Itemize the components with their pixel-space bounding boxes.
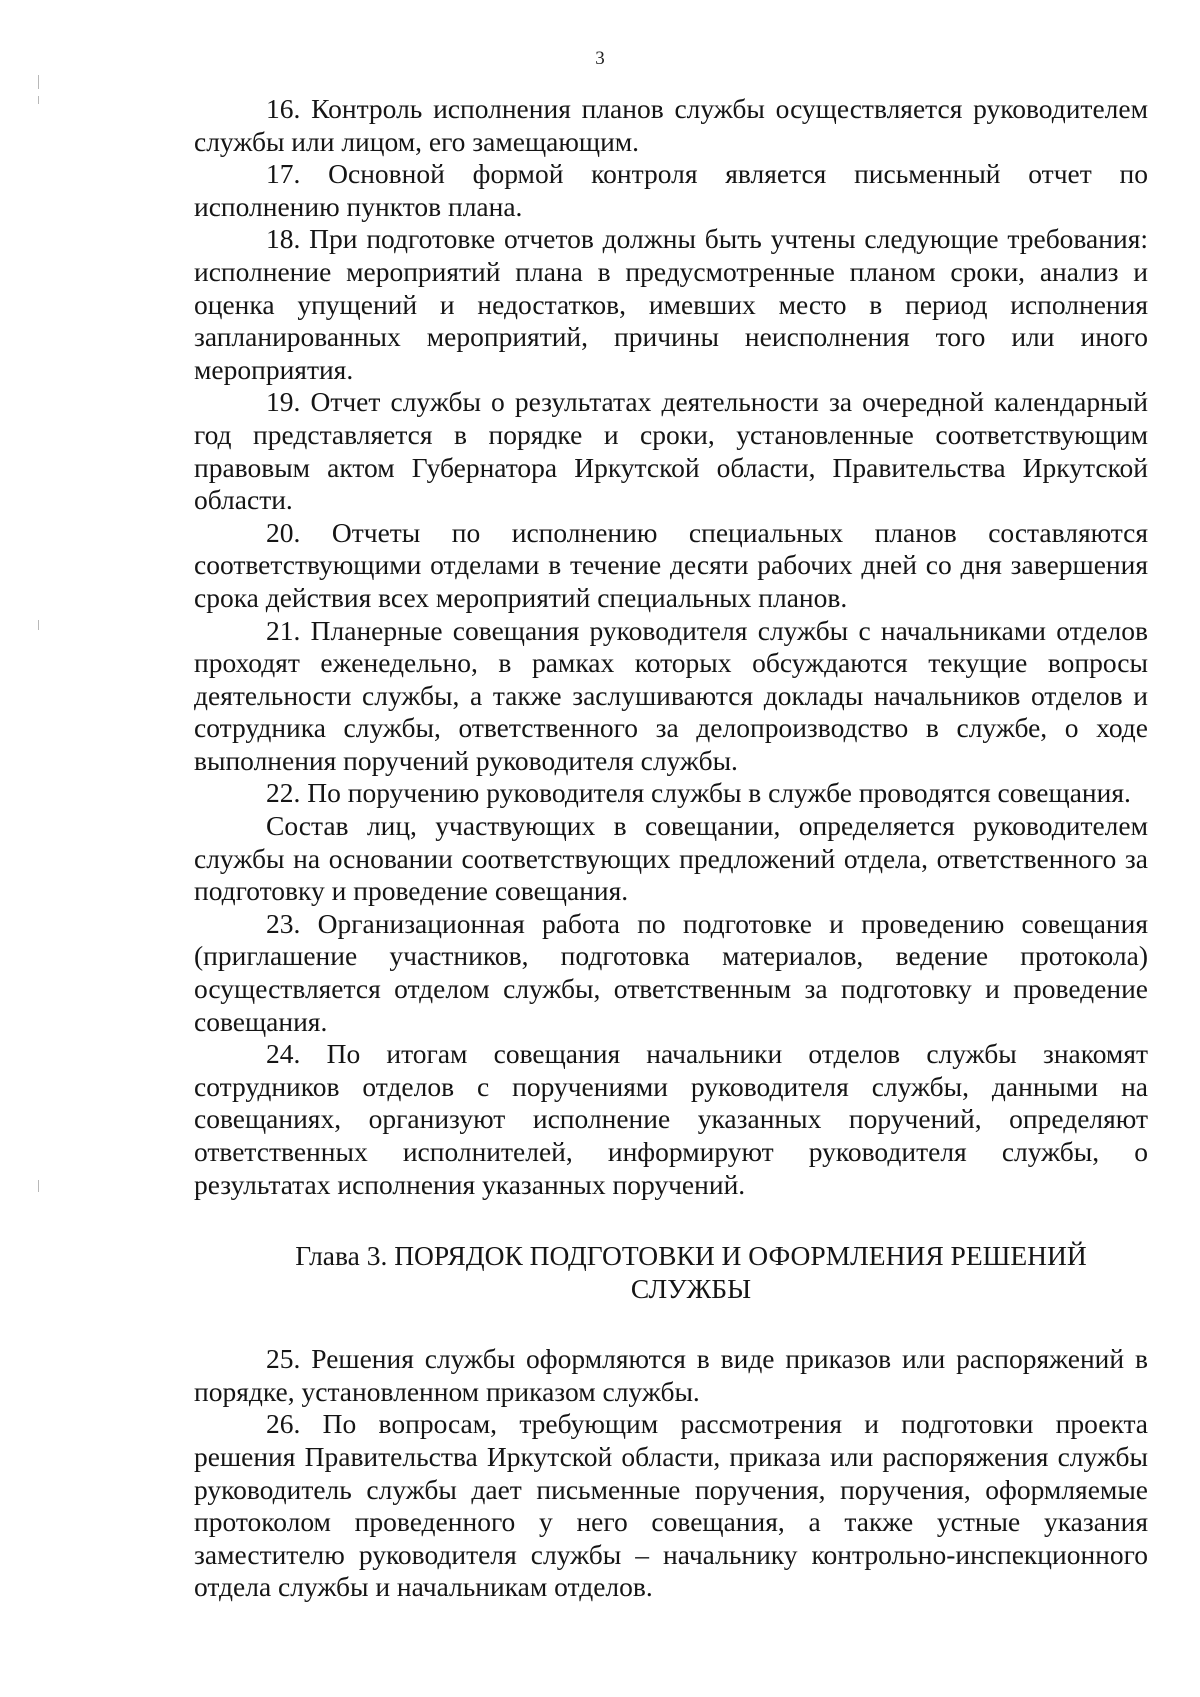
page-number: 3 — [595, 48, 605, 69]
paragraph-23: 23. Организационная работа по подготовке и проведению совещания (приглашение участников, подготовка материалов, ведение протокола) осуществляется отделом службы, ответственным за подготовку и проведение совещания. — [194, 907, 1148, 1037]
paragraph-20: 20. Отчеты по исполнению специальных планов составляются соответствующими отделами в течение десяти рабочих дней со дня завершения срока действия всех мероприятий специальных планов. — [194, 516, 1148, 613]
scan-artifact — [38, 75, 39, 89]
chapter-heading-line-1: Глава 3. ПОРЯДОК ПОДГОТОВКИ И ОФОРМЛЕНИЯ РЕШЕНИЙ — [295, 1240, 1087, 1272]
paragraph-18: 18. При подготовке отчетов должны быть учтены следующие требования: исполнение мероприятий плана в предусмотренные планом сроки, анализ и оценка упущений и недостатков, имевших место в период исполнения запланированных мероприятий, причины неисполнения того или иного мероприятия. — [194, 223, 1148, 385]
paragraph-22-composition: Состав лиц, участвующих в совещании, определяется руководителем службы на основании соответствующих предложений отдела, ответственного за подготовку и проведение совещания. — [194, 810, 1148, 907]
paragraph-21: 21. Планерные совещания руководителя службы с начальниками отделов проходят еженедельно, в рамках которых обсуждаются текущие вопросы деятельности службы, а также заслушиваются доклады начальников отделов и сотрудника службы, ответственного за делопроизводство в службе, о ходе выполнения поручений руководителя службы. — [194, 614, 1148, 776]
paragraph-19: 19. Отчет службы о результатах деятельности за очередной календарный год представляется в порядке и сроки, установленные соответствующим правовым актом Губернатора Иркутской области, Правительства Иркутской области. — [194, 386, 1148, 516]
chapter-heading — [194, 1239, 1148, 1305]
paragraph-24: 24. По итогам совещания начальники отделов службы знакомят сотрудников отделов с поручениями руководителя службы, данными на совещаниях, организуют исполнение указанных поручений, определяют ответственных исполнителей, информируют руководителя службы, о результатах исполнения указанных поручений. — [194, 1038, 1148, 1200]
paragraph-16: 16. Контроль исполнения планов службы осуществляется руководителем службы или лицом, его замещающим. — [194, 93, 1148, 157]
paragraph-25: 25. Решения службы оформляются в виде приказов или распоряжений в порядке, установленном приказом службы. — [194, 1343, 1148, 1407]
paragraph-26: 26. По вопросам, требующим рассмотрения и подготовки проекта решения Правительства Иркутской области, приказа или распоряжения службы руководитель службы дает письменные поручения, поручения, оформляемые протоколом проведенного у него совещания, а также устные указания заместителю руководителя службы – начальнику контрольно-инспекционного отдела службы и начальникам отделов. — [194, 1408, 1148, 1603]
chapter-heading-line-2: СЛУЖБЫ — [630, 1273, 752, 1305]
scan-artifact — [38, 620, 39, 630]
document-body — [194, 93, 1148, 1604]
paragraph-17: 17. Основной формой контроля является письменный отчет по исполнению пунктов плана. — [194, 158, 1148, 222]
scan-artifact — [38, 96, 39, 104]
paragraph-22: 22. По поручению руководителя службы в службе проводятся совещания. — [266, 777, 1131, 809]
scan-artifact — [38, 1180, 39, 1192]
